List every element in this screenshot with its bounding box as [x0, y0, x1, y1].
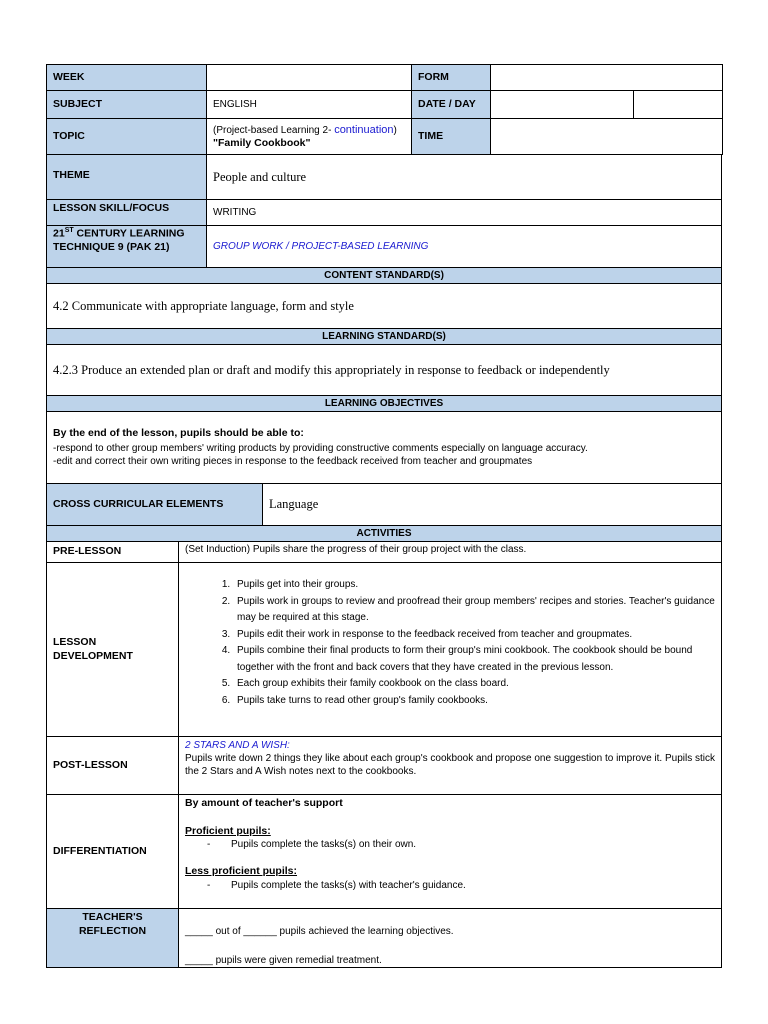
activities-heading: ACTIVITIES [47, 526, 722, 542]
less-proficient-title: Less proficient pupils: [185, 865, 298, 878]
week-label: WEEK [47, 65, 207, 91]
cross-curricular-table [46, 483, 722, 526]
content-standard-text: 4.2 Communicate with appropriate language, form and style [47, 284, 722, 329]
learning-standard-text: 4.2.3 Produce an extended plan or draft and modify this appropriately in response to feedback or independently [47, 345, 722, 396]
reflection-line-2[interactable]: _____ pupils were given remedial treatment. [185, 955, 382, 966]
objectives-line-2: -edit and correct their own writing pieces in response to the feedback received from teacher and groupmates [53, 456, 533, 468]
reflection-label: TEACHER'S REFLECTION [47, 909, 179, 968]
objectives-line-1: -respond to other group members' writing products by providing constructive comments especially on language accuracy. [53, 443, 588, 455]
lesson-development-steps [185, 577, 715, 709]
reflection-line-1[interactable]: _____ out of ______ pupils achieved the learning objectives. [185, 926, 454, 937]
learning-standard-heading: LEARNING STANDARD(S) [47, 329, 722, 345]
century-value: GROUP WORK / PROJECT-BASED LEARNING [207, 226, 722, 268]
day-value[interactable] [634, 91, 723, 119]
content-standard-heading: CONTENT STANDARD(S) [47, 268, 722, 284]
theme-label: THEME [47, 155, 207, 200]
skill-value: WRITING [207, 200, 722, 226]
subject-label: SUBJECT [47, 91, 207, 119]
skill-label: LESSON SKILL/FOCUS [47, 200, 207, 226]
reflection-body [179, 909, 722, 968]
lesson-development-body [179, 563, 722, 737]
form-value[interactable] [491, 65, 723, 91]
list-item: 3. Pupils edit their work in response to the feedback received from teacher and groupmates. [233, 627, 715, 644]
less-proficient-text: - Pupils complete the tasks(s) with teacher's guidance. [207, 879, 715, 892]
objectives-body [47, 412, 722, 484]
proficient-text: - Pupils complete the tasks(s) on their own. [207, 838, 715, 851]
list-item: 6. Pupils take turns to read other group's family cookbooks. [233, 693, 715, 710]
differentiation-heading: By amount of teacher's support [185, 797, 343, 809]
list-item: 4. Pupils combine their final products to form their group's mini cookbook. The cookbook should be bound together with the front and back covers that they have created in the previous lesson. [233, 643, 715, 676]
time-value[interactable] [491, 119, 723, 155]
standards-table [46, 267, 722, 484]
cross-curricular-label: CROSS CURRICULAR ELEMENTS [47, 484, 263, 526]
time-label: TIME [412, 119, 491, 155]
topic-continuation: continuation [334, 123, 394, 136]
objectives-intro: By the end of the lesson, pupils should be able to: [53, 426, 304, 439]
post-lesson-label: POST-LESSON [47, 737, 179, 795]
topic-suffix: ) [393, 124, 397, 136]
week-value[interactable] [207, 65, 412, 91]
list-item: 2. Pupils work in groups to review and proofread their group members' recipes and stories. Teacher's guidance may be required at this stage. [233, 594, 715, 627]
lesson-plan-form [46, 64, 722, 968]
pre-lesson-label: PRE-LESSON [47, 542, 179, 563]
activities-table [46, 525, 722, 968]
lesson-development-label: LESSON DEVELOPMENT [47, 563, 179, 737]
post-lesson-body [179, 737, 722, 795]
list-item: 1. Pupils get into their groups. [233, 577, 715, 594]
list-item: 5. Each group exhibits their family cookbook on the class board. [233, 676, 715, 693]
topic-title: "Family Cookbook" [213, 136, 311, 149]
date-value[interactable] [491, 91, 634, 119]
theme-value: People and culture [207, 155, 722, 200]
century-label: 21ST CENTURY LEARNING TECHNIQUE 9 (PAK 21) [47, 226, 207, 268]
topic-label: TOPIC [47, 119, 207, 155]
pre-lesson-text: (Set Induction) Pupils share the progress of their group project with the class. [179, 542, 722, 563]
meta-table [46, 154, 722, 268]
proficient-title: Proficient pupils: [185, 824, 271, 837]
subject-value: ENGLISH [207, 91, 412, 119]
form-label: FORM [412, 65, 491, 91]
date-label: DATE / DAY [412, 91, 491, 119]
differentiation-label: DIFFERENTIATION [47, 795, 179, 909]
topic-prefix: (Project-based Learning 2- [213, 124, 335, 136]
topic-value [207, 119, 412, 155]
cross-curricular-value: Language [263, 484, 722, 526]
differentiation-body [179, 795, 722, 909]
objectives-heading: LEARNING OBJECTIVES [47, 396, 722, 412]
header-table [46, 64, 723, 155]
post-lesson-title: 2 STARS AND A WISH: [185, 740, 290, 751]
post-lesson-text: Pupils write down 2 things they like about each group's cookbook and propose one suggestion to improve it. Pupils stick the 2 Stars and A Wish notes next to the cookbooks. [185, 753, 715, 777]
